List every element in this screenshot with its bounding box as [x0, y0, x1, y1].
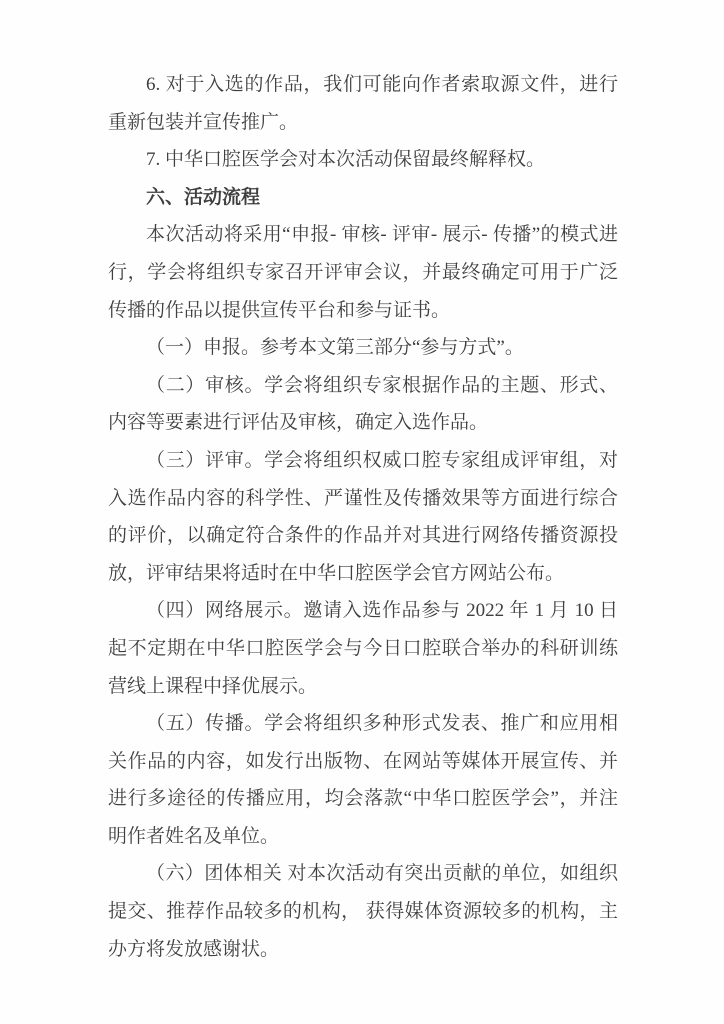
section-heading-activity-process: 六、活动流程 — [146, 186, 261, 208]
paragraph-step-2-review: （二）审核。学会将组织专家根据作品的主题、形式、内容等要素进行评估及审核，确定入选作品。 — [108, 374, 618, 434]
document-content — [108, 66, 618, 968]
paragraph-rule-7: 7. 中华口腔医学会对本次活动保留最终解释权。 — [146, 149, 546, 171]
paragraph-rule-6: 6. 对于入选的作品，我们可能向作者索取源文件，进行重新包装并宣传推广。 — [108, 74, 618, 133]
paragraph-step-1-declare: （一）申报。参考本文第三部分“参与方式”。 — [146, 337, 524, 359]
paragraph-step-3-judge: （三）评审。学会将组织权威口腔专家组成评审组，对入选作品内容的科学性、严谨性及传播效果等方面进行综合的评价，以确定符合条件的作品并对其进行网络传播资源投放，评审结果将适时在中华口腔医学会官方网站公布。 — [108, 449, 618, 584]
paragraph-step-6-group: （六）团体相关 对本次活动有突出贡献的单位，如组织提交、推荐作品较多的机构， 获得媒体资源较多的机构，主办方将发放感谢状。 — [108, 863, 618, 960]
paragraph-step-5-dissemination: （五）传播。学会将组织多种形式发表、推广和应用相关作品的内容，如发行出版物、在网站等媒体开展宣传、并进行多途径的传播应用，均会落款“中华口腔医学会”，并注明作者姓名及单位。 — [108, 713, 618, 847]
paragraph-step-4-online-display: （四）网络展示。邀请入选作品参与 2022 年 1 月 10 日起不定期在中华口腔医学会与今日口腔联合举办的科研训练营线上课程中择优展示。 — [108, 600, 618, 697]
paragraph-process-intro: 本次活动将采用“申报- 审核- 评审- 展示- 传播”的模式进行，学会将组织专家召开评审会议，并最终确定可用于广泛传播的作品以提供宣传平台和参与证书。 — [108, 224, 618, 321]
